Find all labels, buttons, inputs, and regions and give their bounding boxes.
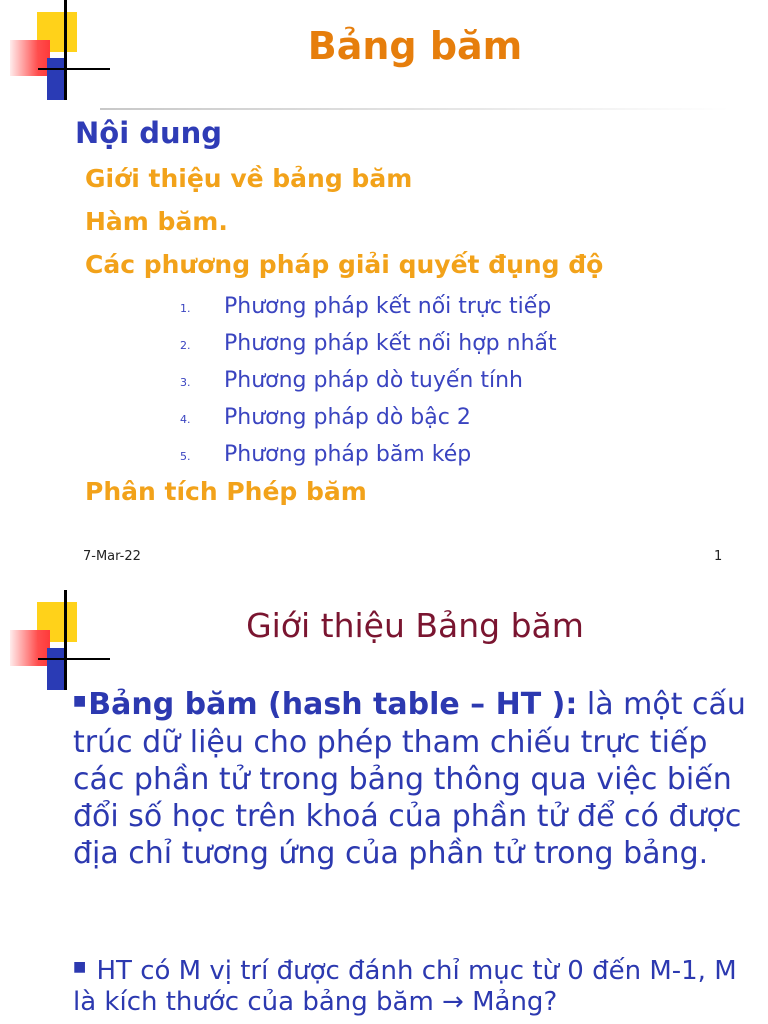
footer-page-number: 1 xyxy=(714,549,723,564)
sub-item-number: 3. xyxy=(180,376,191,389)
sub-item-text: Phương pháp băm kép xyxy=(224,442,472,467)
slide-title: Giới thiệu Bảng băm xyxy=(246,606,584,645)
bullet-icon: ■ xyxy=(73,959,87,975)
sub-item-text: Phương pháp kết nối hợp nhất xyxy=(224,331,557,356)
sub-item-text: Phương pháp dò bậc 2 xyxy=(224,405,471,430)
outline-item: Các phương pháp giải quyết đụng độ xyxy=(85,250,604,279)
slide-title: Bảng băm xyxy=(307,24,523,68)
title-divider xyxy=(100,108,730,110)
sub-item-number: 5. xyxy=(180,450,191,463)
sub-list-item xyxy=(180,325,557,362)
footer-date: 7-Mar-22 xyxy=(83,549,141,564)
outline-item: Phân tích Phép băm xyxy=(85,477,367,506)
sub-item-number: 1. xyxy=(180,302,191,315)
sub-list-item xyxy=(180,288,557,325)
slide-2 xyxy=(0,590,768,1024)
defined-term: Bảng băm (hash table – HT ): xyxy=(88,687,578,722)
section-heading: Nội dung xyxy=(75,116,223,150)
definition-text: là một cấu trúc dữ liệu cho phép tham chiếu trực tiếp các phần tử trong bảng thông qua việc biến đổi số học trên khoá của phần tử để có được địa chỉ tương ứng của phần tử trong bảng. xyxy=(73,687,746,871)
slide-logo-decoration xyxy=(0,0,110,100)
bullet-text: HT có M vị trí được đánh chỉ mục từ 0 đến M-1, M là kích thước của bảng băm → Mảng? xyxy=(73,956,737,1017)
bullet-paragraph xyxy=(73,956,763,1018)
definition-paragraph xyxy=(73,686,763,872)
outline-item: Hàm băm. xyxy=(85,207,228,236)
sub-list-item xyxy=(180,399,557,436)
slide-logo-decoration xyxy=(0,590,110,690)
sub-list-item xyxy=(180,436,557,473)
sub-item-number: 2. xyxy=(180,339,191,352)
sub-item-number: 4. xyxy=(180,413,191,426)
outline-item: Giới thiệu về bảng băm xyxy=(85,164,413,193)
sub-item-text: Phương pháp kết nối trực tiếp xyxy=(224,294,552,319)
numbered-sub-list xyxy=(180,288,557,473)
sub-list-item xyxy=(180,362,557,399)
sub-item-text: Phương pháp dò tuyến tính xyxy=(224,368,523,393)
bullet-icon: ■ xyxy=(73,693,87,709)
